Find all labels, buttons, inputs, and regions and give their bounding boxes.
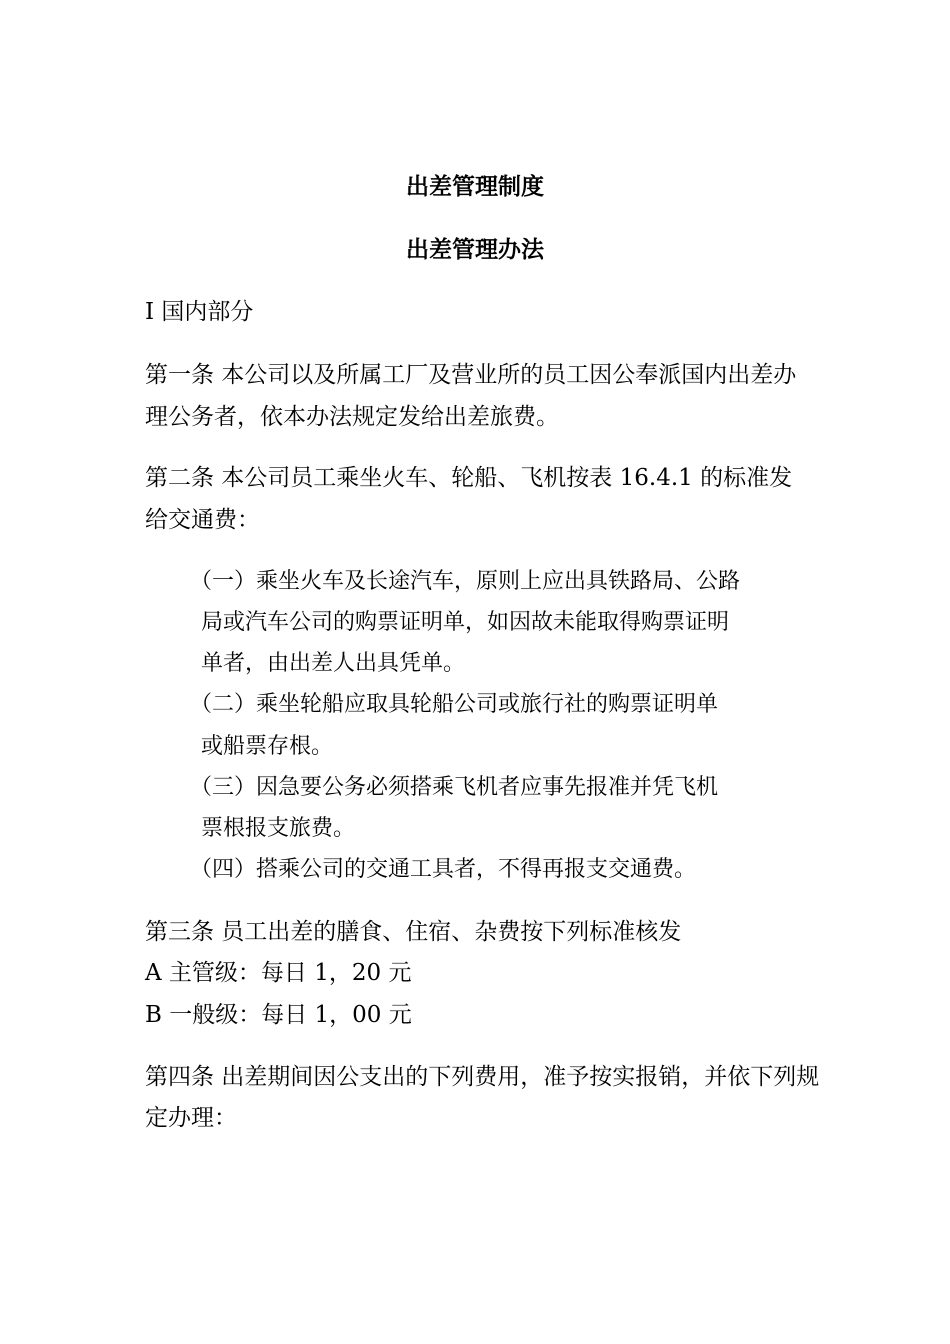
document-subtitle: 出差管理办法 xyxy=(406,237,544,263)
article-4-line-1: 第四条 出差期间因公支出的下列费用，准予按实报销，并依下列规 xyxy=(145,1064,820,1090)
article-2-item-line: （二）乘坐轮船应取具轮船公司或旅行社的购票证明单 xyxy=(190,692,719,717)
article-3-line-2: A 主管级：每日 1，20 元 xyxy=(145,960,412,986)
article-2-item-line: 单者，由出差人出具凭单。 xyxy=(201,651,466,676)
article-2-item-line: 票根报支旅费。 xyxy=(201,816,356,841)
article-2-item-line: 或船票存根。 xyxy=(201,734,334,759)
article-2-item-line: （一）乘坐火车及长途汽车，原则上应出具铁路局、公路 xyxy=(190,569,741,594)
article-1-line-2: 理公务者，依本办法规定发给出差旅费。 xyxy=(145,404,559,430)
article-2-line-1: 第二条 本公司员工乘坐火车、轮船、飞机按表 16.4.1 的标准发 xyxy=(145,465,793,491)
article-4-line-2: 定办理： xyxy=(145,1105,237,1131)
article-1-line-1: 第一条 本公司以及所属工厂及营业所的员工因公奉派国内出差办 xyxy=(145,362,797,388)
article-3-line-3: B 一般级：每日 1，00 元 xyxy=(145,1002,412,1028)
section-heading: Ⅰ 国内部分 xyxy=(145,299,254,325)
article-2-item-line: （四）搭乘公司的交通工具者，不得再报支交通费。 xyxy=(190,857,697,882)
document-title: 出差管理制度 xyxy=(406,174,544,200)
article-2-line-2: 给交通费： xyxy=(145,507,260,533)
article-2-item-line: （三）因急要公务必须搭乘飞机者应事先报准并凭飞机 xyxy=(190,775,719,800)
article-2-item-line: 局或汽车公司的购票证明单，如因故未能取得购票证明 xyxy=(201,610,730,635)
article-3-line-1: 第三条 员工出差的膳食、住宿、杂费按下列标准核发 xyxy=(145,919,682,945)
